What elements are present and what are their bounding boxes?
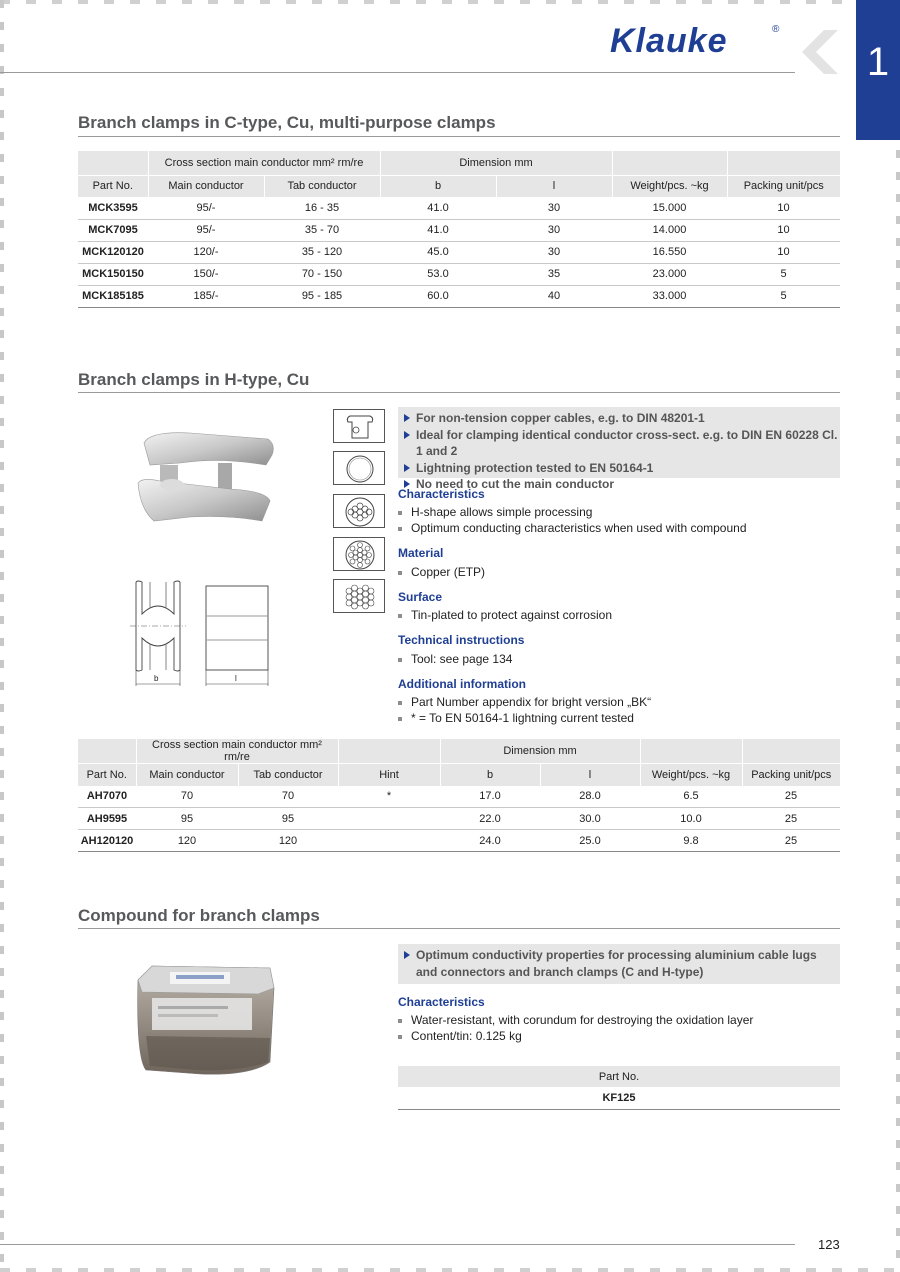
table-row [78, 786, 840, 808]
cell-l: 25.0 [540, 830, 640, 852]
table-row [78, 830, 840, 852]
cell-part: AH120120 [78, 830, 136, 852]
technical-heading: Technical instructions [398, 633, 525, 647]
chevron-left-icon [798, 28, 842, 76]
characteristics-heading: Characteristics [398, 995, 485, 1009]
table-row [78, 263, 840, 285]
cell-weight: 14.000 [612, 219, 727, 241]
cell-weight: 15.000 [612, 197, 727, 219]
cell-l: 35 [496, 263, 612, 285]
conductor-tab-icon [333, 409, 385, 443]
header-blank [338, 739, 440, 764]
cell-main: 185/- [148, 285, 264, 307]
cell-main: 95/- [148, 197, 264, 219]
cell-weight: 9.8 [640, 830, 742, 852]
page-edge-right [896, 150, 900, 1272]
list-item: Tin-plated to protect against corrosion [398, 608, 612, 622]
cell-weight: 23.000 [612, 263, 727, 285]
cell-b: 53.0 [380, 263, 496, 285]
cell-b: 60.0 [380, 285, 496, 307]
cell-main: 70 [136, 786, 238, 808]
cell-pack: 25 [742, 830, 840, 852]
page-edge-bottom [0, 1268, 900, 1272]
header-part-no: Part No. [78, 764, 136, 786]
surface-heading: Surface [398, 590, 443, 604]
list-item: Content/tin: 0.125 kg [398, 1029, 522, 1043]
cell-pack: 10 [727, 241, 840, 263]
cell-b: 45.0 [380, 241, 496, 263]
header-blank [727, 151, 840, 175]
registered-mark: ® [772, 24, 780, 35]
header-weight: Weight/pcs. ~kg [640, 764, 742, 786]
list-item: * = To EN 50164-1 lightning current tested [398, 711, 634, 725]
list-item: Water-resistant, with corundum for destroying the oxidation layer [398, 1013, 753, 1027]
cell-pack: 25 [742, 808, 840, 830]
feature-bullet: No need to cut the main conductor [404, 476, 840, 493]
compound-highlight [398, 944, 840, 984]
material-heading: Material [398, 546, 444, 560]
header-rule [0, 72, 795, 73]
section-title-h-type: Branch clamps in H-type, Cu [78, 370, 310, 389]
characteristics-heading: Characteristics [398, 487, 485, 501]
additional-heading: Additional information [398, 677, 526, 691]
section-title-c-type: Branch clamps in C-type, Cu, multi-purpose clamps [78, 113, 496, 132]
feature-bullet: Lightning protection tested to EN 50164-1 [404, 460, 840, 477]
table-row [78, 285, 840, 307]
section-rule [78, 136, 840, 137]
compound-tin-photo [130, 958, 280, 1078]
cell-main: 95 [136, 808, 238, 830]
list-item: Copper (ETP) [398, 565, 485, 579]
cell-l: 30 [496, 219, 612, 241]
cell-hint: * [338, 786, 440, 808]
page-edge-left [0, 0, 4, 1272]
section-title-compound: Compound for branch clamps [78, 906, 320, 925]
header-weight: Weight/pcs. ~kg [612, 175, 727, 197]
cell-hint [338, 808, 440, 830]
conductor-solid-icon [333, 451, 385, 485]
cell-main: 150/- [148, 263, 264, 285]
header-dimension: Dimension mm [380, 151, 612, 175]
header-cross-section: Cross section main conductor mm² rm/re [136, 739, 338, 764]
list-item: H-shape allows simple processing [398, 505, 592, 519]
cell-l: 30.0 [540, 808, 640, 830]
list-item: Optimum conducting characteristics when used with compound [398, 521, 747, 535]
table-row [78, 197, 840, 219]
cell-tab: 95 [238, 808, 338, 830]
brand-logo: Klauke [610, 22, 728, 60]
header-tab-conductor: Tab conductor [238, 764, 338, 786]
cell-part: AH7070 [78, 786, 136, 808]
header-blank [640, 739, 742, 764]
cell-l: 40 [496, 285, 612, 307]
cell-main: 120/- [148, 241, 264, 263]
table-h-type [78, 739, 840, 852]
cell-weight: 10.0 [640, 808, 742, 830]
cell-b: 41.0 [380, 219, 496, 241]
chapter-tab: 1 [856, 0, 900, 140]
h-clamp-drawing [128, 578, 278, 690]
table-row [78, 241, 840, 263]
cell-pack: 10 [727, 219, 840, 241]
list-item: Part Number appendix for bright version „BK“ [398, 695, 651, 709]
feature-bullet: Optimum conductivity properties for processing aluminium cable lugs and connectors and branch clamps (C and H-type) [404, 947, 840, 980]
header-blank [742, 739, 840, 764]
section-rule [78, 928, 840, 929]
cell-part: MCK7095 [78, 219, 148, 241]
header-part-no: Part No. [398, 1066, 840, 1087]
table-row [398, 1087, 840, 1109]
cell-main: 95/- [148, 219, 264, 241]
h-clamp-photo [130, 425, 280, 545]
list-item: Tool: see page 134 [398, 652, 512, 666]
cell-b: 22.0 [440, 808, 540, 830]
cell-l: 30 [496, 197, 612, 219]
header-l: l [496, 175, 612, 197]
header-packing: Packing unit/pcs [727, 175, 840, 197]
feature-highlights [398, 407, 840, 491]
table-row [78, 219, 840, 241]
cell-tab: 70 [238, 786, 338, 808]
conductor-rope-icon [333, 579, 385, 613]
table-compound [398, 1066, 840, 1110]
header-blank [78, 739, 136, 764]
cell-tab: 120 [238, 830, 338, 852]
feature-bullet: Ideal for clamping identical conductor cross-sect. e.g. to DIN EN 60228 Cl. 1 and 2 [404, 427, 840, 460]
header-b: b [440, 764, 540, 786]
cell-weight: 6.5 [640, 786, 742, 808]
cell-part: MCK185185 [78, 285, 148, 307]
conductor-stranded-icon [333, 494, 385, 528]
cell-weight: 16.550 [612, 241, 727, 263]
cell-part: MCK120120 [78, 241, 148, 263]
table-c-type [78, 151, 840, 308]
header-packing: Packing unit/pcs [742, 764, 840, 786]
cell-main: 120 [136, 830, 238, 852]
cell-l: 30 [496, 241, 612, 263]
header-dimension: Dimension mm [440, 739, 640, 764]
cell-pack: 5 [727, 263, 840, 285]
footer-rule [0, 1244, 795, 1245]
cell-b: 41.0 [380, 197, 496, 219]
cell-pack: 5 [727, 285, 840, 307]
cell-pack: 25 [742, 786, 840, 808]
cell-part: MCK150150 [78, 263, 148, 285]
cell-pack: 10 [727, 197, 840, 219]
cell-l: 28.0 [540, 786, 640, 808]
section-rule [78, 392, 840, 393]
cell-tab: 35 - 120 [264, 241, 380, 263]
cell-tab: 70 - 150 [264, 263, 380, 285]
cell-tab: 95 - 185 [264, 285, 380, 307]
header-tab-conductor: Tab conductor [264, 175, 380, 197]
page-edge-top [0, 0, 860, 4]
cell-b: 17.0 [440, 786, 540, 808]
cell-tab: 35 - 70 [264, 219, 380, 241]
feature-bullet: For non-tension copper cables, e.g. to DIN 48201-1 [404, 410, 840, 427]
header-main-conductor: Main conductor [136, 764, 238, 786]
table-row [78, 808, 840, 830]
header-l: l [540, 764, 640, 786]
header-hint: Hint [338, 764, 440, 786]
header-b: b [380, 175, 496, 197]
header-blank [78, 151, 148, 175]
cell-b: 24.0 [440, 830, 540, 852]
cell-hint [338, 830, 440, 852]
cell-tab: 16 - 35 [264, 197, 380, 219]
page-number: 123 [818, 1237, 840, 1252]
header-main-conductor: Main conductor [148, 175, 264, 197]
dimension-l-label: l [235, 674, 237, 683]
cell-part: AH9595 [78, 808, 136, 830]
cell-part: KF125 [398, 1087, 840, 1109]
cell-weight: 33.000 [612, 285, 727, 307]
conductor-fine-stranded-icon [333, 537, 385, 571]
header-part-no: Part No. [78, 175, 148, 197]
dimension-b-label: b [154, 674, 159, 683]
header-cross-section: Cross section main conductor mm² rm/re [148, 151, 380, 175]
cell-part: MCK3595 [78, 197, 148, 219]
header-blank [612, 151, 727, 175]
